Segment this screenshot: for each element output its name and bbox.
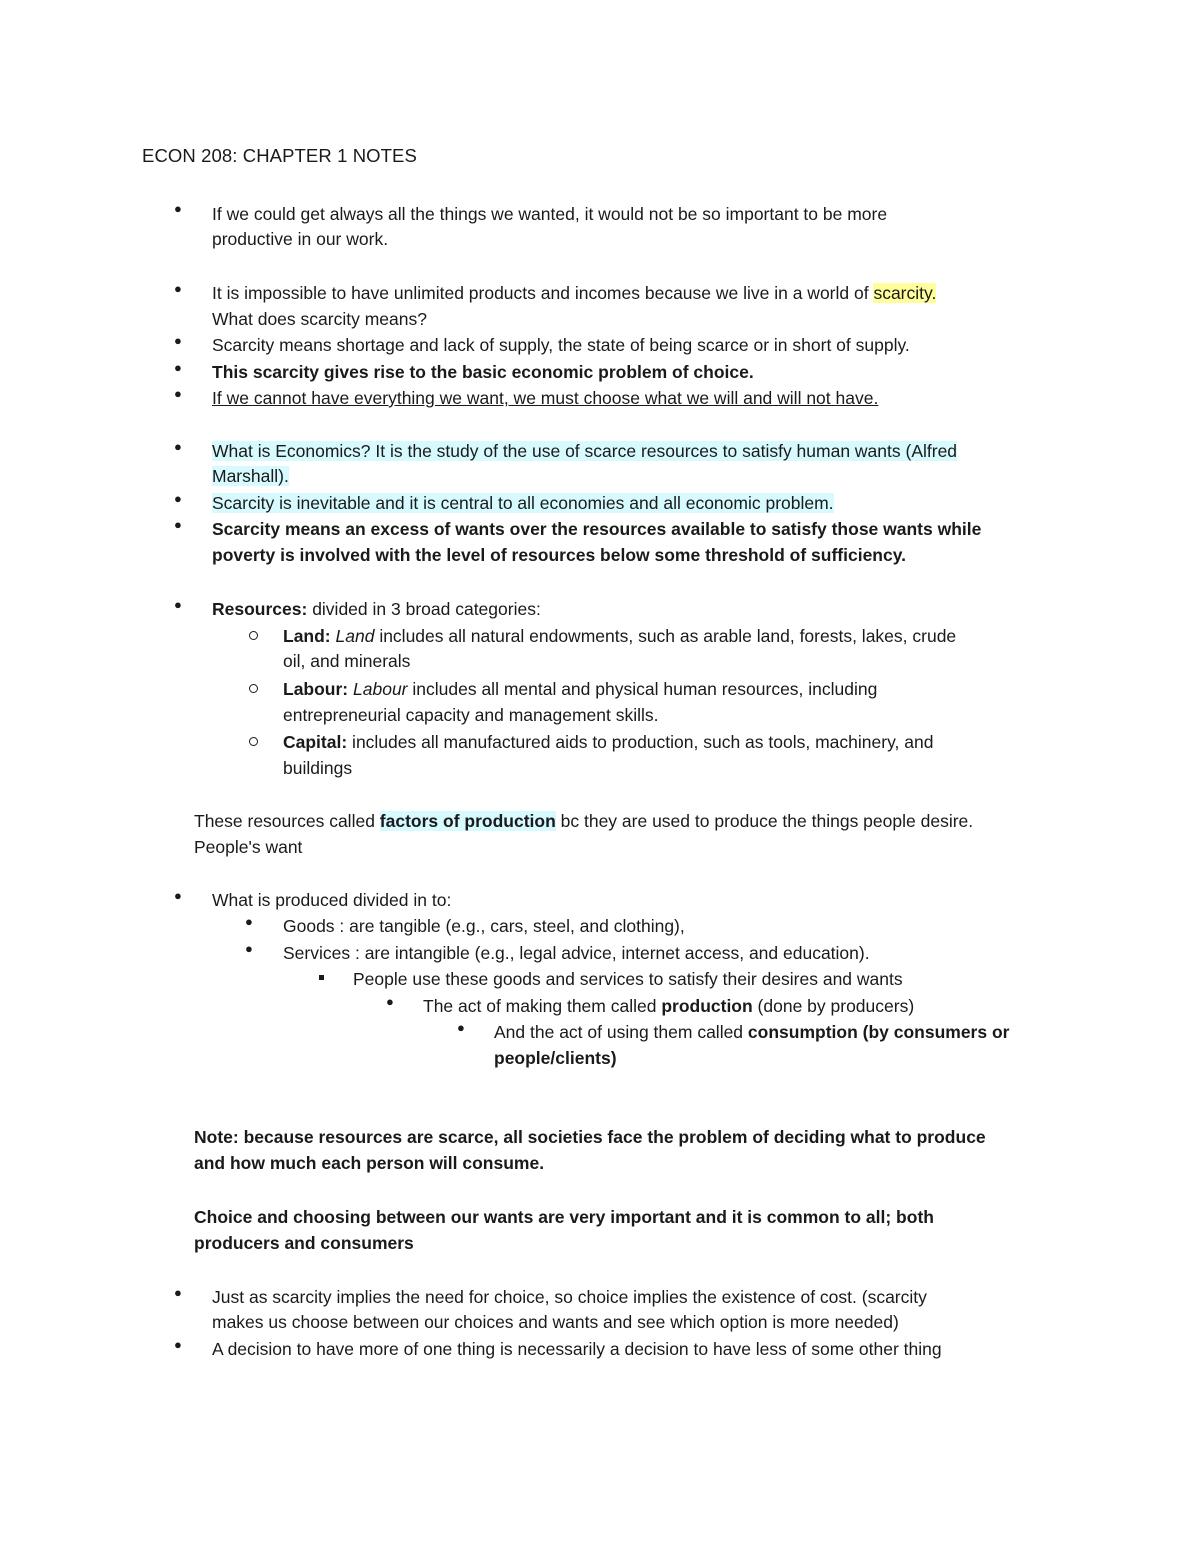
note-text-part: includes all manufactured aids to production, such as tools, machinery, and	[347, 732, 934, 752]
note-text-underlined: If we cannot have everything we want, we must choose what we will and will not have.	[212, 388, 879, 408]
note-text: People's want	[194, 837, 303, 857]
note-text: What is produced divided in to:	[212, 890, 452, 910]
bullet-icon: ●	[174, 888, 182, 903]
note-text	[212, 465, 289, 487]
bullet-icon: ●	[174, 333, 182, 348]
note-text: What does scarcity means?	[212, 309, 427, 329]
note-text: Goods : are tangible (e.g., cars, steel, and clothing),	[283, 916, 685, 936]
note-text-part: includes all mental and physical human resources, including	[407, 679, 878, 699]
note-paragraph	[194, 810, 973, 832]
circle-bullet-icon	[249, 684, 258, 693]
note-text-part: And the act of using them called	[494, 1022, 748, 1042]
note-paragraph-bold: and how much each person will consume.	[194, 1153, 545, 1173]
bullet-icon: ●	[174, 439, 182, 454]
highlight-factors-of-production: factors of production	[379, 811, 556, 831]
note-text: buildings	[283, 758, 353, 778]
square-bullet-icon	[319, 975, 324, 980]
note-text-part: divided in 3 broad categories:	[307, 599, 541, 619]
note-text	[423, 995, 914, 1017]
highlight-definition: Marshall).	[212, 466, 289, 486]
note-text-bold: Scarcity means an excess of wants over the resources available to satisfy those wants while	[212, 519, 982, 539]
note-text-part: It is impossible to have unlimited products and incomes because we live in a world of	[212, 283, 874, 303]
highlight-economics: What is Economics?	[212, 441, 376, 461]
land-label: Land:	[283, 626, 331, 646]
note-text-italic: Labour	[353, 679, 408, 699]
bullet-icon: ●	[174, 386, 182, 401]
note-text	[212, 440, 957, 462]
note-text-part: includes all natural endowments, such as arable land, forests, lakes, crude	[374, 626, 957, 646]
bullet-icon: ●	[245, 914, 253, 929]
bullet-icon: ●	[457, 1020, 465, 1035]
bullet-icon: ●	[174, 201, 182, 216]
highlight-definition: It is the study of the use of scarce resources to satisfy human wants (Alfred	[375, 441, 958, 461]
note-text	[494, 1021, 1009, 1043]
note-text: productive in our work.	[212, 229, 389, 249]
note-text-part: bc they are used to produce the things people desire.	[555, 811, 974, 831]
bullet-icon: ●	[174, 360, 182, 375]
bullet-icon: ●	[174, 491, 182, 506]
note-text	[283, 731, 933, 753]
note-text-bold: poverty is involved with the level of resources below some threshold of sufficiency.	[212, 545, 907, 565]
note-text: People use these goods and services to satisfy their desires and wants	[353, 969, 903, 989]
note-text: entrepreneurial capacity and management skills.	[283, 705, 659, 725]
note-text-part: The act of making them called	[423, 996, 662, 1016]
note-text-part: (done by producers)	[752, 996, 915, 1016]
consumption-term: consumption (by consumers or	[747, 1022, 1010, 1042]
highlight-scarcity: scarcity.	[873, 283, 937, 303]
note-text	[283, 678, 877, 700]
note-text-bold: people/clients)	[494, 1048, 617, 1068]
note-text	[283, 625, 956, 647]
note-text: Scarcity means shortage and lack of supply, the state of being scarce or in short of supply.	[212, 335, 910, 355]
note-text: If we could get always all the things we wanted, it would not be so important to be more	[212, 204, 888, 224]
production-term: production	[661, 996, 753, 1016]
resources-label: Resources:	[212, 599, 308, 619]
note-text: oil, and minerals	[283, 651, 411, 671]
note-text	[212, 492, 834, 514]
note-text-italic: Land	[335, 626, 375, 646]
note-paragraph-bold: Choice and choosing between our wants are very important and it is common to all; both	[194, 1207, 934, 1227]
circle-bullet-icon	[249, 631, 258, 640]
capital-label: Capital:	[283, 732, 348, 752]
note-text	[212, 598, 541, 620]
note-text-part: These resources called	[194, 811, 380, 831]
circle-bullet-icon	[249, 737, 258, 746]
note-paragraph-bold: producers and consumers	[194, 1233, 414, 1253]
note-paragraph-bold: Note: because resources are scarce, all societies face the problem of deciding what to produce	[194, 1127, 986, 1147]
bullet-icon: ●	[174, 281, 182, 296]
note-text: makes us choose between our choices and wants and see which option is more needed)	[212, 1312, 899, 1332]
bullet-icon: ●	[174, 517, 182, 532]
note-text: A decision to have more of one thing is necessarily a decision to have less of some other thing	[212, 1339, 942, 1359]
note-text	[212, 282, 936, 304]
bullet-icon: ●	[174, 597, 182, 612]
bullet-icon: ●	[386, 994, 394, 1009]
bullet-icon: ●	[174, 1285, 182, 1300]
page-title: ECON 208: CHAPTER 1 NOTES	[142, 145, 417, 166]
bullet-icon: ●	[174, 1337, 182, 1352]
note-text-bold: This scarcity gives rise to the basic economic problem of choice.	[212, 362, 754, 382]
note-text: Services : are intangible (e.g., legal advice, internet access, and education).	[283, 943, 870, 963]
note-text: Just as scarcity implies the need for choice, so choice implies the existence of cost. (scarcity	[212, 1287, 927, 1307]
labour-label: Labour:	[283, 679, 349, 699]
highlight-inevitable: Scarcity is inevitable and it is central to all economies and all economic problem.	[212, 493, 834, 513]
bullet-icon: ●	[245, 941, 253, 956]
